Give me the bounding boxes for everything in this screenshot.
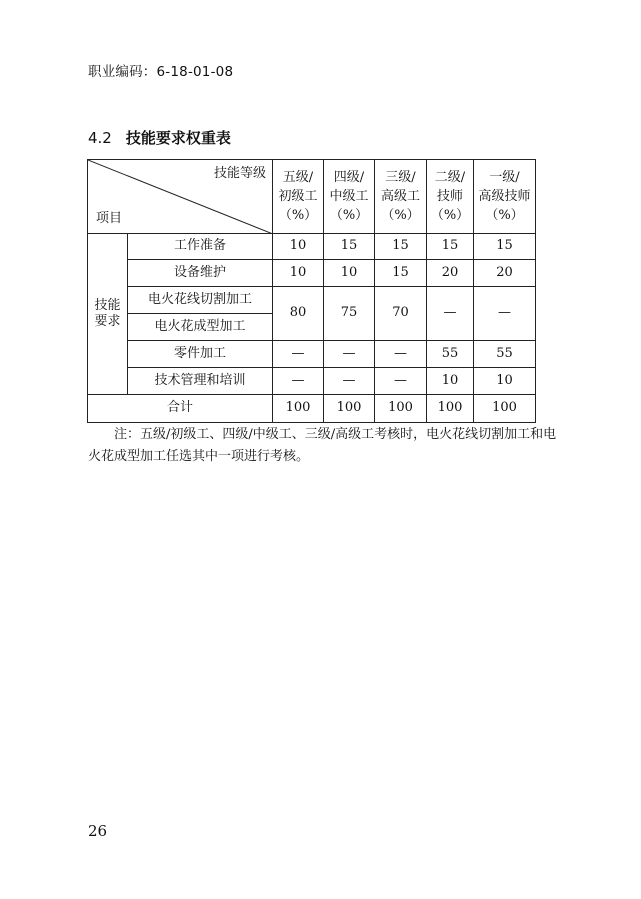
table-cell: 20 [474,260,536,287]
section-number: 4.2 [88,129,112,147]
table-cell: 100 [427,395,474,423]
table-cell: 15 [375,234,427,260]
table-row [88,234,536,260]
table-cell: 100 [474,395,536,423]
table-cell: 55 [427,341,474,368]
table-cell: — [375,368,427,395]
total-row [88,395,536,423]
table-cell: 10 [273,234,324,260]
occupation-code: 职业编码：6-18-01-08 [88,64,234,80]
table-cell: 10 [324,260,375,287]
section-heading [88,127,231,148]
table-cell: 80 [273,287,324,341]
column-header-level-4: 四级/ 中级工 （%） [324,160,375,234]
table-note: 注：五级/初级工、四级/中级工、三级/高级工考核时，电火花线切割加工和电火花成型加工任选其中一项进行考核。 [88,427,557,464]
column-header-level-5: 五级/ 初级工 （%） [273,160,324,234]
group-label-cell: 技能 要求 [88,234,128,395]
table-cell: 10 [474,368,536,395]
table-cell: 10 [273,260,324,287]
total-label: 合计 [88,395,273,423]
row-label: 电火花成型加工 [128,314,273,341]
section-title: 技能要求权重表 [125,129,231,147]
column-header-level-2: 二级/ 技师 （%） [427,160,474,234]
table-cell: 15 [474,234,536,260]
row-label: 技术管理和培训 [128,368,273,395]
diagonal-header-cell [88,160,273,234]
table-cell: 75 [324,287,375,341]
table-cell: — [427,287,474,341]
row-label: 零件加工 [128,341,273,368]
table-cell: 100 [273,395,324,423]
table-cell: — [474,287,536,341]
skill-level-label: 技能等级 [213,166,266,181]
table-row [88,341,536,368]
column-header-level-1: 一级/ 高级技师 （%） [474,160,536,234]
row-label: 设备维护 [128,260,273,287]
table-cell: 70 [375,287,427,341]
table-cell: 15 [324,234,375,260]
table-cell: 15 [375,260,427,287]
table-cell: 100 [375,395,427,423]
column-header-level-3: 三级/ 高级工 （%） [375,160,427,234]
table-row [88,368,536,395]
table-cell: 15 [427,234,474,260]
table-cell: 20 [427,260,474,287]
table-cell: — [273,368,324,395]
table-row [88,260,536,287]
table-row [88,287,536,314]
table-cell: — [324,368,375,395]
table-header-row [88,160,536,234]
row-label: 电火花线切割加工 [128,287,273,314]
table-cell: — [273,341,324,368]
table-cell: 100 [324,395,375,423]
table-cell: 55 [474,341,536,368]
table-cell: 10 [427,368,474,395]
row-label: 工作准备 [128,234,273,260]
skill-weight-table [87,159,536,423]
page-number: 26 [88,822,108,840]
table-cell: — [324,341,375,368]
item-label: 项目 [96,210,123,226]
table-cell: — [375,341,427,368]
